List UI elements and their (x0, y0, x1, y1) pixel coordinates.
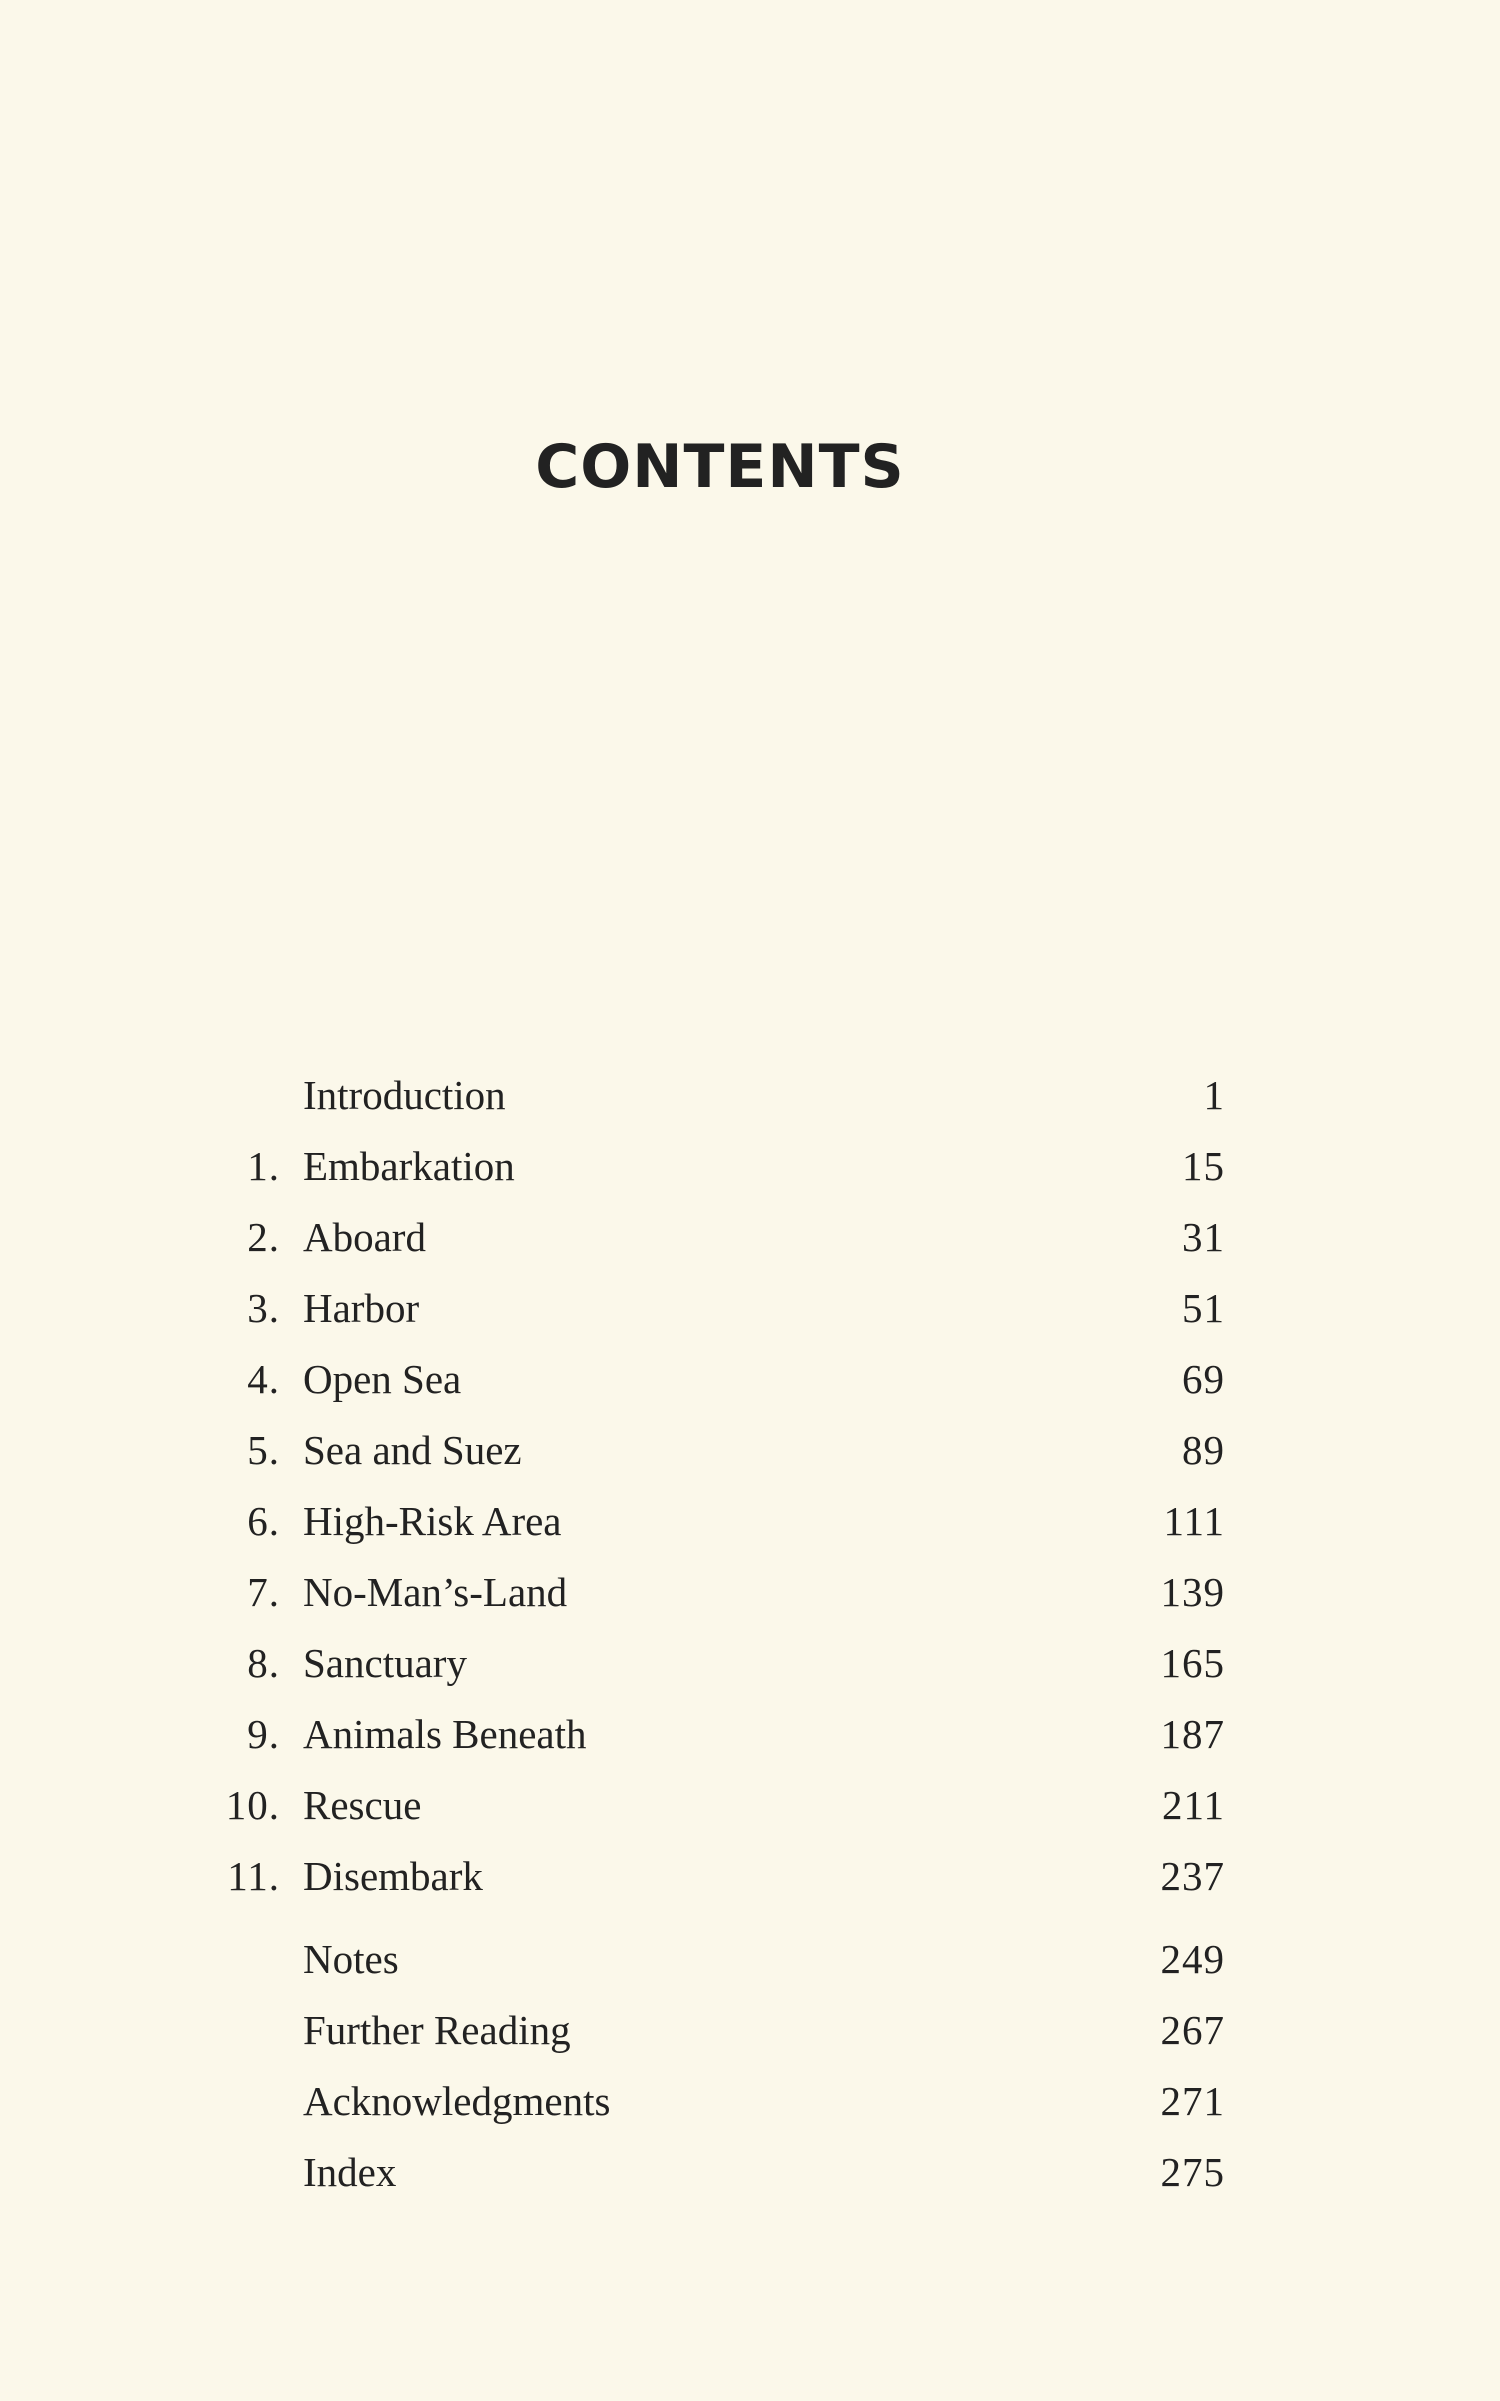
toc-entry (0, 1415, 1500, 1486)
toc-entry (0, 1131, 1500, 1202)
page-number: 211 (1162, 1782, 1225, 1828)
chapter-title: High-Risk Area (303, 1498, 562, 1544)
page-number: 89 (1182, 1427, 1225, 1473)
chapter-number: 2. (247, 1214, 280, 1260)
toc-entry (0, 1628, 1500, 1699)
toc-entry (0, 1924, 1500, 1995)
chapter-title: Acknowledgments (303, 2078, 611, 2124)
chapter-title: Embarkation (303, 1143, 515, 1189)
chapter-number: 7. (247, 1569, 280, 1615)
chapter-number: 5. (247, 1427, 280, 1473)
chapter-title: Further Reading (303, 2007, 571, 2053)
page-number: 15 (1182, 1143, 1225, 1189)
page-number: 271 (1160, 2078, 1225, 2124)
toc-entry (0, 1699, 1500, 1770)
page-number: 249 (1160, 1936, 1225, 1982)
chapter-title: Animals Beneath (303, 1711, 587, 1757)
page-number: 237 (1160, 1853, 1225, 1899)
page-title: CONTENTS (535, 432, 905, 502)
chapter-number: 4. (247, 1356, 280, 1402)
chapter-number: 10. (225, 1782, 280, 1828)
toc-entry (0, 1770, 1500, 1841)
page-number: 275 (1160, 2149, 1225, 2195)
chapter-title: Rescue (303, 1782, 422, 1828)
chapter-number: 8. (247, 1640, 280, 1686)
toc-entry (0, 1486, 1500, 1557)
chapter-title: Notes (303, 1936, 399, 1982)
page-number: 69 (1182, 1356, 1225, 1402)
page-number: 267 (1160, 2007, 1225, 2053)
chapter-number: 9. (247, 1711, 280, 1757)
page-number: 111 (1163, 1498, 1225, 1544)
toc-entry (0, 1995, 1500, 2066)
page-number: 139 (1160, 1569, 1225, 1615)
chapter-title: No-Man’s-Land (303, 1569, 568, 1615)
toc-entry (0, 2137, 1500, 2208)
toc-entry (0, 2066, 1500, 2137)
page-number: 1 (1203, 1072, 1225, 1118)
toc-entry (0, 1557, 1500, 1628)
table-of-contents (0, 1060, 1500, 2208)
chapter-number: 3. (247, 1285, 280, 1331)
chapter-number: 1. (247, 1143, 280, 1189)
chapter-title: Sanctuary (303, 1640, 467, 1686)
chapter-title: Sea and Suez (303, 1427, 522, 1473)
toc-entry (0, 1841, 1500, 1912)
page-number: 187 (1160, 1711, 1225, 1757)
chapter-title: Introduction (303, 1072, 506, 1118)
chapter-title: Index (303, 2149, 397, 2195)
page-number: 31 (1182, 1214, 1225, 1260)
toc-entry (0, 1060, 1500, 1131)
page-number: 165 (1160, 1640, 1225, 1686)
toc-entry (0, 1202, 1500, 1273)
chapter-title: Open Sea (303, 1356, 462, 1402)
page-number: 51 (1182, 1285, 1225, 1331)
chapter-number: 6. (247, 1498, 280, 1544)
chapter-number: 11. (227, 1853, 280, 1899)
chapter-title: Disembark (303, 1853, 483, 1899)
toc-entry (0, 1344, 1500, 1415)
toc-entry (0, 1273, 1500, 1344)
chapter-title: Harbor (303, 1285, 420, 1331)
chapter-title: Aboard (303, 1214, 426, 1260)
